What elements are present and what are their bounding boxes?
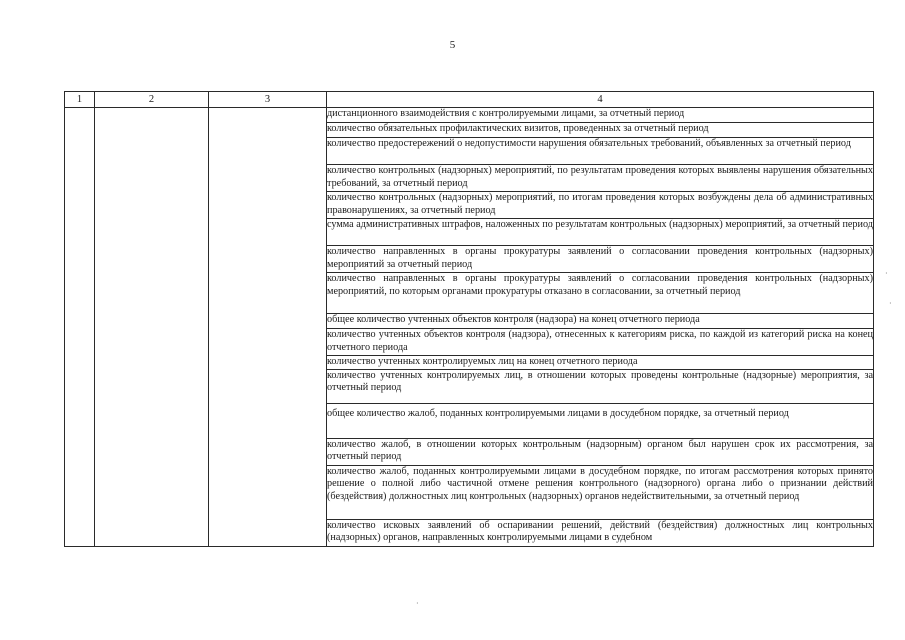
col-2-blank-cell: [95, 108, 209, 547]
scan-speck: ·: [889, 299, 892, 308]
header-col-2: 2: [95, 92, 209, 108]
table-row: [65, 108, 874, 123]
indicator-cell: количество исковых заявлений об оспаривании решений, действий (бездействия) должностных лиц контрольных (надзорных) органов, направленных контролируемыми лицами в судебном: [327, 519, 874, 546]
col-3-blank-cell: [209, 108, 327, 547]
scan-speck: ·: [885, 269, 888, 278]
indicator-cell: количество обязательных профилактических визитов, проведенных за отчетный период: [327, 123, 874, 138]
col-1-blank-cell: [65, 108, 95, 547]
header-col-1: 1: [65, 92, 95, 108]
indicator-cell: количество учтенных объектов контроля (надзора), отнесенных к категориям риска, по каждой из категорий риска на конец отчетного периода: [327, 329, 874, 356]
table-header-row: [65, 92, 874, 108]
indicator-cell: дистанционного взаимодействия с контролируемыми лицами, за отчетный период: [327, 108, 874, 123]
indicators-table: [64, 91, 874, 547]
indicator-cell: количество контрольных (надзорных) мероприятий, по итогам проведения которых возбуждены дела об административных правонарушениях, за отчетный период: [327, 192, 874, 219]
indicator-cell: количество контрольных (надзорных) мероприятий, по результатам проведения которых выявлены нарушения обязательных требований, за отчетный период: [327, 165, 874, 192]
page-number: 5: [449, 39, 456, 51]
indicator-cell: количество учтенных контролируемых лиц, в отношении которых проведены контрольные (надзорные) мероприятия, за отчетный период: [327, 369, 874, 403]
indicator-cell: сумма административных штрафов, наложенных по результатам контрольных (надзорных) мероприятий, за отчетный период: [327, 219, 874, 246]
indicator-cell: количество жалоб, поданных контролируемыми лицами в досудебном порядке, по итогам рассмотрения которых принято решение о полной либо частичной отмене решения контрольного (надзорного) органа либо о признании действий (бездействия) должностных лиц контрольных (надзорных) органов недействительными, за отчетный период: [327, 465, 874, 519]
indicator-cell: общее количество учтенных объектов контроля (надзора) на конец отчетного периода: [327, 314, 874, 329]
indicator-cell: количество жалоб, в отношении которых контрольным (надзорным) органом был нарушен срок их рассмотрения, за отчетный период: [327, 438, 874, 465]
indicator-cell: количество учтенных контролируемых лиц на конец отчетного периода: [327, 356, 874, 370]
indicator-cell: общее количество жалоб, поданных контролируемыми лицами в досудебном порядке, за отчетный период: [327, 403, 874, 438]
indicator-cell: количество направленных в органы прокуратуры заявлений о согласовании проведения контрольных (надзорных) мероприятий, по которым органами прокуратуры отказано в согласовании, за отчетный период: [327, 273, 874, 314]
header-col-3: 3: [209, 92, 327, 108]
indicator-cell: количество направленных в органы прокуратуры заявлений о согласовании проведения контрольных (надзорных) мероприятий за отчетный период: [327, 246, 874, 273]
header-col-4: 4: [327, 92, 874, 108]
scan-speck: ·: [416, 599, 419, 608]
indicator-cell: количество предостережений о недопустимости нарушения обязательных требований, объявленных за отчетный период: [327, 138, 874, 165]
